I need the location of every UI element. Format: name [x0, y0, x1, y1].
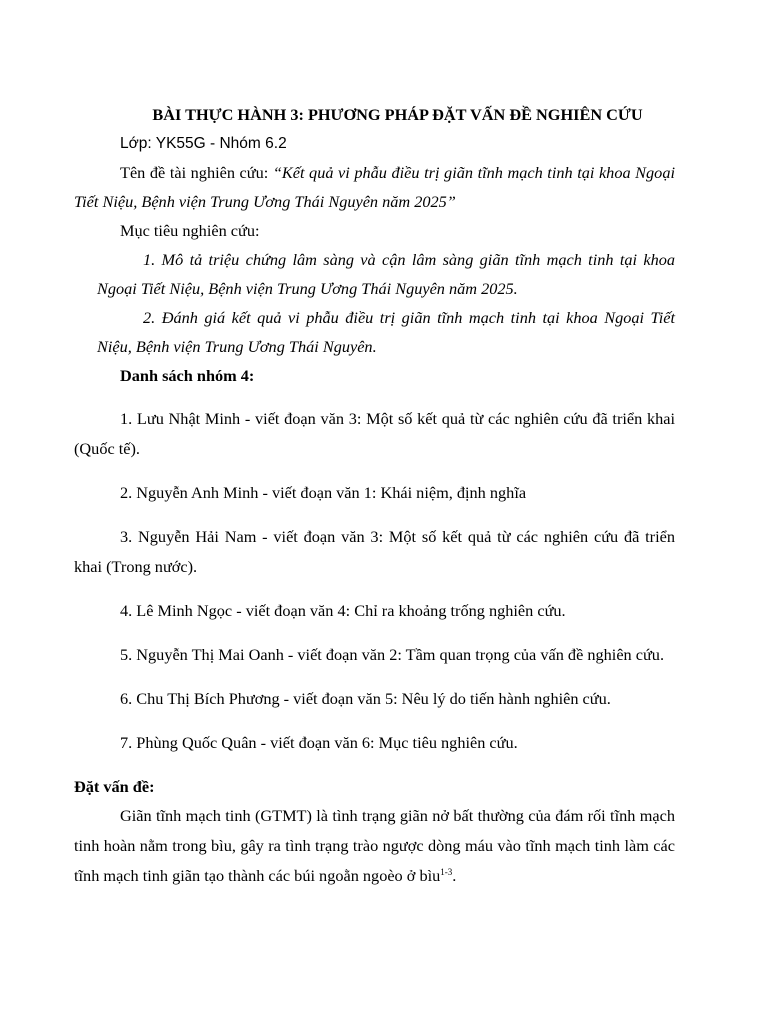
objective-item: 2. Đánh giá kết quả vi phẫu điều trị giãn tĩnh mạch tinh tại khoa Ngoại Tiết Niệu, Bệnh viện Trung Ương Thái Nguyên.: [97, 308, 675, 356]
member-item: 6. Chu Thị Bích Phương - viết đoạn văn 5: Nêu lý do tiến hành nghiên cứu.: [120, 689, 611, 708]
topic-title: “Kết quả vi phẫu điều trị giãn tĩnh mạch tinh tại khoa Ngoại Tiết Niệu, Bệnh viện Trung Ương Thái Nguyên năm 2025”: [74, 163, 675, 211]
topic-label: Tên đề tài nghiên cứu:: [120, 163, 273, 182]
objective-item: 1. Mô tả triệu chứng lâm sàng và cận lâm sàng giãn tĩnh mạch tinh tại khoa Ngoại Tiết Niệu, Bệnh viện Trung Ương Thái Nguyên năm 2025.: [97, 250, 675, 298]
document-title: BÀI THỰC HÀNH 3: PHƯƠNG PHÁP ĐẶT VẤN ĐỀ NGHIÊN CỨU: [152, 105, 643, 124]
member-item: 5. Nguyễn Thị Mai Oanh - viết đoạn văn 2: Tầm quan trọng của vấn đề nghiên cứu.: [120, 645, 665, 664]
intro-text: Giãn tĩnh mạch tinh (GTMT) là tình trạng giãn nở bất thường của đám rối tĩnh mạch tinh hoàn nằm trong bìu, gây ra tình trạng trào ngược dòng máu vào tĩnh mạch tinh làm các tĩnh mạch tinh giãn tạo thành các búi ngoằn ngoèo ở bìu: [74, 806, 675, 885]
citation-superscript: 1-3: [440, 867, 453, 877]
member-item: 2. Nguyễn Anh Minh - viết đoạn văn 1: Khái niệm, định nghĩa: [120, 483, 527, 502]
member-item: 1. Lưu Nhật Minh - viết đoạn văn 3: Một số kết quả từ các nghiên cứu đã triển khai (Quốc tế).: [74, 409, 675, 458]
document-page: [74, 100, 675, 891]
member-item: 4. Lê Minh Ngọc - viết đoạn văn 4: Chỉ ra khoảng trống nghiên cứu.: [120, 601, 566, 620]
member-item: 3. Nguyễn Hải Nam - viết đoạn văn 3: Một số kết quả từ các nghiên cứu đã triển khai (Trong nước).: [74, 527, 675, 576]
intro-end: .: [452, 866, 457, 885]
section-heading: Đặt vấn đề:: [74, 777, 155, 796]
topic-line: [74, 158, 675, 216]
class-group-line: Lớp: YK55G - Nhóm 6.2: [120, 135, 287, 152]
objectives-label: Mục tiêu nghiên cứu:: [120, 221, 260, 240]
members-heading: Danh sách nhóm 4:: [120, 366, 255, 385]
intro-paragraph: [74, 801, 675, 891]
member-item: 7. Phùng Quốc Quân - viết đoạn văn 6: Mục tiêu nghiên cứu.: [120, 733, 518, 752]
